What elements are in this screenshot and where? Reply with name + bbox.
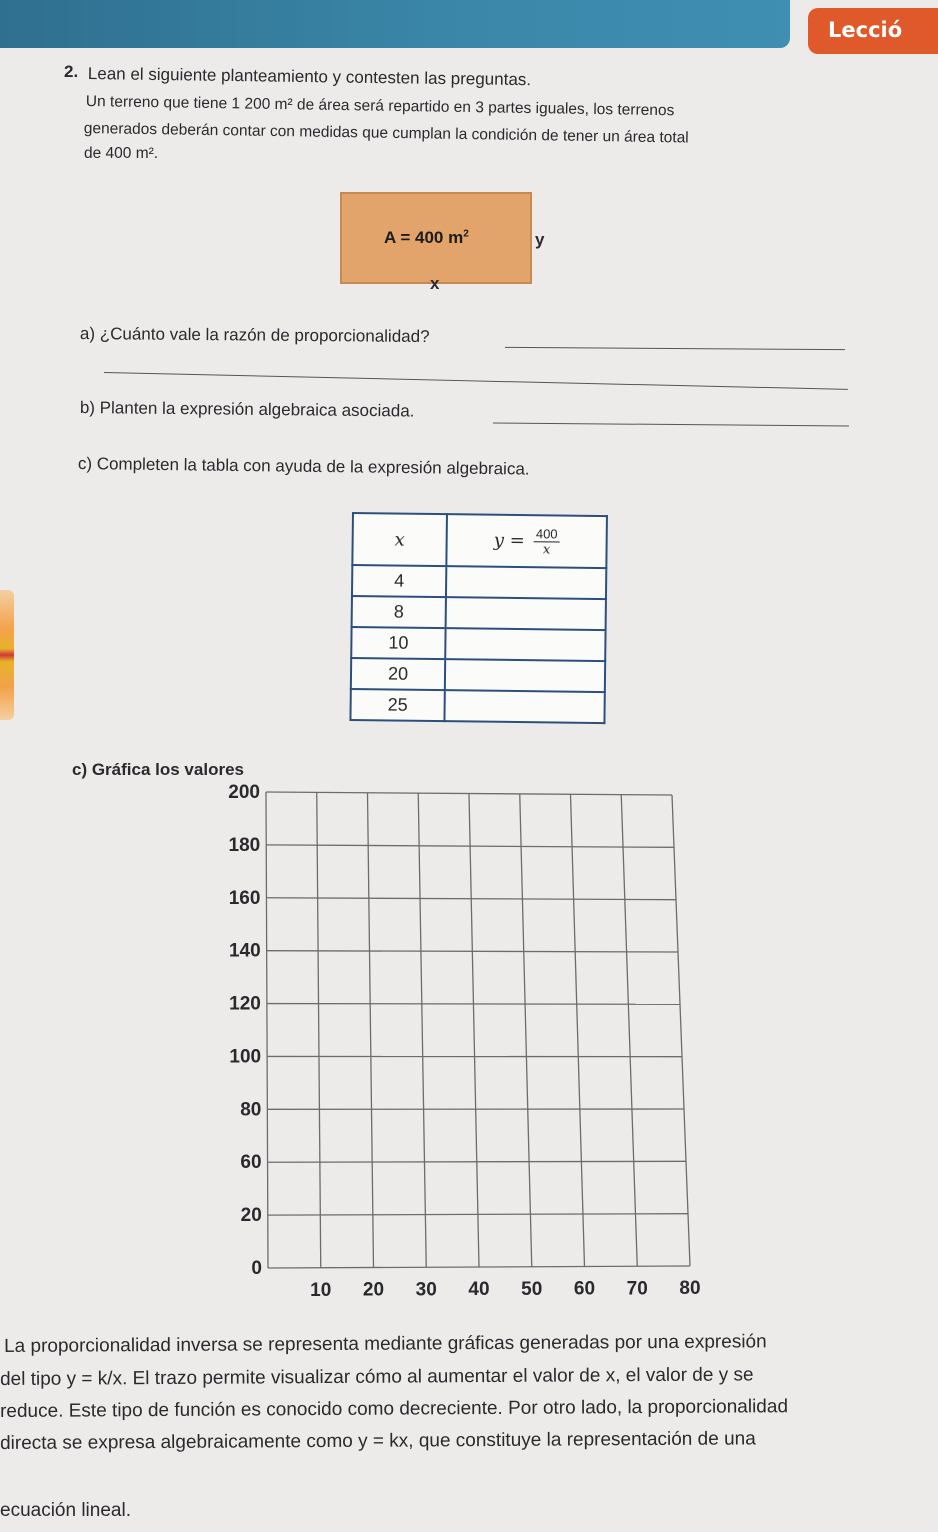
grid-horizontal-line: [268, 1161, 686, 1162]
x-tick-label: 50: [521, 1278, 543, 1300]
grid-vertical-line: [621, 795, 637, 1267]
y-tick-label: 80: [240, 1099, 262, 1121]
exercise-number: 2.: [64, 62, 79, 81]
grid-vertical-line: [469, 794, 479, 1268]
grid-vertical-line: [520, 794, 532, 1267]
exercise-instruction: Lean el siguiente planteamiento y contesten las preguntas.: [87, 64, 532, 90]
closing-line-4: directa se expresa algebraicamente como y = kx, que constituye la representación de una: [0, 1428, 756, 1454]
y-tick-label: 100: [229, 1046, 262, 1068]
grid-vertical-line: [368, 793, 374, 1268]
question-a: a) ¿Cuánto vale la razón de proporcionalidad?: [79, 324, 430, 347]
x-tick-label: 10: [310, 1279, 332, 1301]
table-cell-x: 20: [351, 658, 445, 690]
grid-horizontal-line: [268, 1214, 688, 1215]
x-tick-label: 70: [626, 1278, 648, 1300]
y-tick-label: 140: [228, 940, 261, 962]
grid-vertical-line: [266, 792, 268, 1268]
side-y-label: y: [535, 230, 545, 249]
grid-vertical-line: [418, 793, 426, 1267]
x-tick-label: 60: [573, 1278, 596, 1300]
y-tick-label: 180: [228, 834, 261, 856]
y-tick-label: 20: [240, 1205, 262, 1227]
grid-horizontal-line: [267, 1004, 680, 1005]
table-header-y: y = $\frac{400}{x}$: [446, 514, 607, 568]
question-d: c) Gráfica los valores: [72, 760, 244, 779]
x-tick-label: 40: [468, 1279, 490, 1300]
x-tick-label: 20: [362, 1279, 385, 1301]
y-tick-label: 0: [251, 1258, 262, 1279]
table-cell-x: 8: [352, 596, 446, 628]
statement-line-1: Un terreno que tiene 1 200 m² de área será repartido en 3 partes iguales, los terrenos: [85, 93, 675, 120]
table-cell-x: 4: [352, 565, 446, 597]
statement-line-3: de 400 m².: [84, 145, 159, 162]
grid-vertical-line: [571, 794, 585, 1266]
closing-line-5: ecuación lineal.: [0, 1500, 131, 1521]
statement-line-2: generados deberán contar con medidas que cumplan la condición de tener un área total: [83, 120, 689, 147]
x-tick-label: 30: [415, 1279, 437, 1301]
table-cell-x: 10: [351, 627, 445, 659]
closing-line-1: La proporcionalidad inversa se representa mediante gráficas generadas por una expresión: [4, 1331, 767, 1357]
grid-vertical-line: [672, 795, 690, 1266]
grid-horizontal-line: [267, 951, 678, 952]
y-tick-label: 60: [240, 1152, 262, 1174]
side-x-label: x: [430, 274, 440, 293]
lesson-tag-label: Lecció: [828, 18, 903, 42]
y-tick-label: 160: [228, 887, 261, 909]
y-tick-label: 200: [228, 782, 260, 803]
area-label: A = 400 $m^2$: [384, 228, 469, 247]
table-header-x: x: [352, 513, 447, 566]
question-c: c) Completen la tabla con ayuda de la expresión algebraica.: [77, 454, 530, 479]
closing-line-2: del tipo y = k/x. El trazo permite visualizar cómo al aumentar el valor de x, el valor de y se: [0, 1364, 754, 1390]
table-cell-x: 25: [350, 689, 444, 721]
x-tick-label: 80: [679, 1278, 701, 1299]
closing-line-3: reduce. Este tipo de función es conocido como decreciente. Por otro lado, la proporcionalidad: [0, 1396, 789, 1422]
y-tick-label: 120: [229, 993, 261, 1015]
grid-vertical-line: [317, 792, 321, 1267]
question-b: b) Planten la expresión algebraica asociada.: [79, 398, 415, 421]
